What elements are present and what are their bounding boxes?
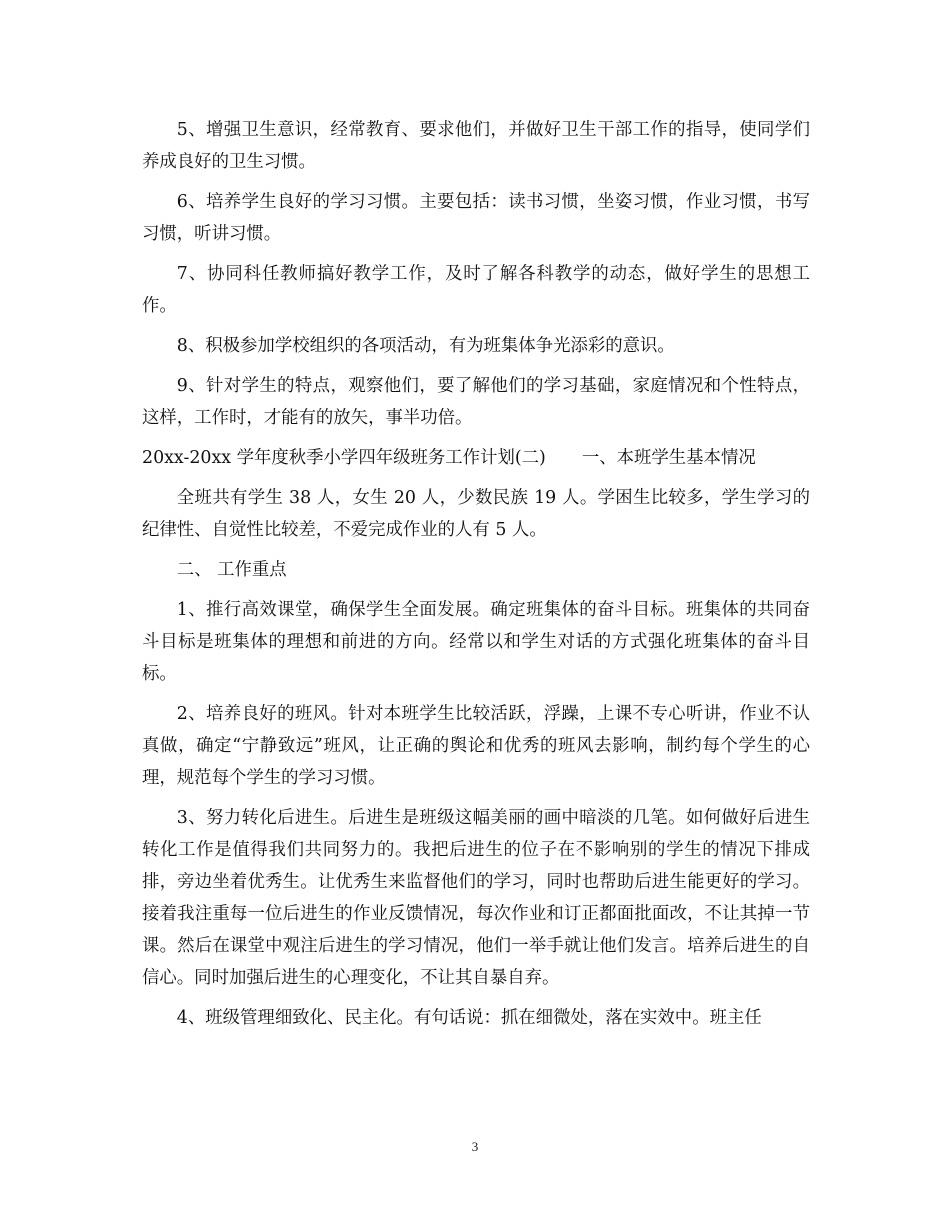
paragraph-item-6: 6、培养学生良好的学习习惯。主要包括：读书习惯，坐姿习惯，作业习惯，书写习惯，听讲习惯。 (142, 192, 810, 244)
paragraph-focus-4: 4、班级管理细致化、民主化。有句话说：抓在细微处，落在实效中。班主任 (176, 1008, 762, 1028)
section-title-work-focus: 二、 工作重点 (176, 560, 287, 580)
section-title-basic-situation: 一、本班学生基本情况 (581, 448, 756, 468)
paragraph-item-9: 9、针对学生的特点，观察他们，要了解他们的学习基础，家庭情况和个性特点，这样，工作时，才能有的放矢，事半功倍。 (142, 376, 810, 428)
plan-heading (142, 442, 810, 474)
page-number: 3 (471, 1139, 479, 1154)
document-body (142, 114, 810, 1042)
paragraph-focus-1: 1、推行高效课堂，确保学生全面发展。确定班集体的奋斗目标。班集体的共同奋斗目标是班集体的理想和前进的方向。经常以和学生对话的方式强化班集体的奋斗目标。 (142, 600, 810, 684)
paragraph-item-7: 7、协同科任教师搞好教学工作，及时了解各科教学的动态，做好学生的思想工作。 (142, 264, 810, 316)
paragraph-item-5: 5、增强卫生意识，经常教育、要求他们，并做好卫生干部工作的指导，使同学们养成良好的卫生习惯。 (142, 120, 810, 172)
paragraph-focus-3: 3、努力转化后进生。后进生是班级这幅美丽的画中暗淡的几笔。如何做好后进生转化工作是值得我们共同努力的。我把后进生的位子在不影响别的学生的情况下排成排，旁边坐着优秀生。让优秀生来监督他们的学习，同时也帮助后进生能更好的学习。接着我注重每一位后进生的作业反馈情况，每次作业和订正都面批面改，不让其掉一节课。然后在课堂中观注后进生的学习情况，他们一举手就让他们发言。培养后进生的自信心。同时加强后进生的心理变化，不让其自暴自弃。 (142, 808, 810, 988)
plan-title: 20xx-20xx 学年度秋季小学四年级班务工作计划(二) (142, 448, 546, 468)
paragraph-focus-2: 2、培养良好的班风。针对本班学生比较活跃，浮躁，上课不专心听讲，作业不认真做，确定“宁静致远”班风，让正确的舆论和优秀的班风去影响，制约每个学生的心理，规范每个学生的学习习惯。 (142, 704, 810, 788)
paragraph-class-stats: 全班共有学生 38 人，女生 20 人，少数民族 19 人。学困生比较多，学生学习的纪律性、自觉性比较差，不爱完成作业的人有 5 人。 (142, 488, 810, 540)
paragraph-item-8: 8、积极参加学校组织的各项活动，有为班集体争光添彩的意识。 (176, 336, 675, 356)
